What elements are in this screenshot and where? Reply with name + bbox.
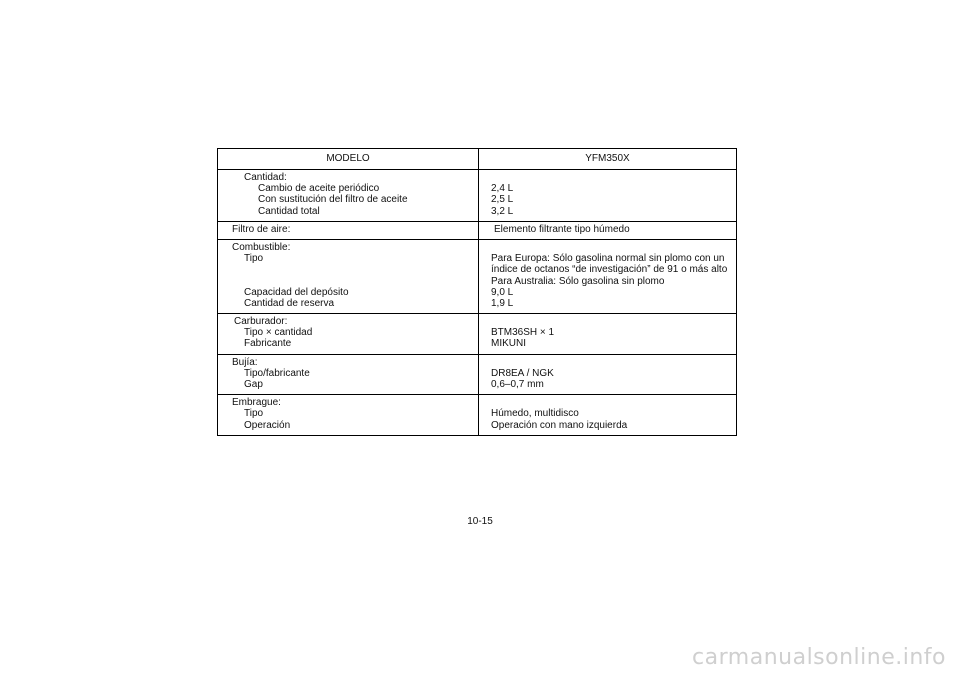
section-title: Combustible: [232,241,291,253]
spec-label: Cambio de aceite periódico [258,183,380,195]
section-bujia [218,355,736,396]
page-number: 10-15 [467,516,493,527]
spec-label: Capacidad del depósito [244,286,349,298]
section-filtro [218,222,736,240]
spec-label: Tipo × cantidad [244,327,313,339]
model-label: MODELO [218,149,479,169]
spec-value: 3,2 L [491,205,514,217]
table-header [218,149,736,170]
section-title: Cantidad: [244,172,287,183]
spec-label: Tipo/fabricante [244,367,310,379]
section-cantidad [218,170,736,222]
spec-value: 2,5 L [491,194,514,206]
section-title: Carburador: [234,316,288,328]
section-embrague [218,395,736,435]
section-carburador [218,314,736,355]
spec-label: Fabricante [244,338,292,350]
spec-value: 9,0 L [491,286,514,298]
spec-label: Tipo [244,408,264,420]
spec-table [217,148,737,436]
spec-value: Elemento filtrante tipo húmedo [494,223,630,235]
spec-label: Filtro de aire: [232,223,291,235]
spec-label: Cantidad de reserva [244,297,335,309]
section-title: Embrague: [232,397,281,409]
spec-label: Tipo [244,253,264,265]
spec-value: 1,9 L [491,297,514,309]
spec-label: Cantidad total [258,205,320,217]
watermark: carmanualsonline.info [692,645,946,670]
spec-label: Con sustitución del filtro de aceite [258,194,408,206]
spec-value: 2,4 L [491,183,514,195]
spec-value: Para Europa: Sólo gasolina normal sin plomo con un [491,253,725,265]
spec-label: Operación [244,419,291,431]
spec-value: 0,6–0,7 mm [491,379,544,390]
spec-value: Operación con mano izquierda [491,419,628,431]
spec-value: MIKUNI [491,338,526,350]
spec-value: índice de octanos “de investigación” de 91 o más alto [491,264,728,276]
spec-value: BTM36SH × 1 [491,327,555,339]
spec-value: DR8EA / NGK [491,367,554,379]
section-combustible [218,240,736,314]
spec-label: Gap [244,379,263,390]
spec-value: Para Australia: Sólo gasolina sin plomo [491,275,665,287]
section-title: Bujía: [232,356,258,368]
spec-value: Húmedo, multidisco [491,408,579,420]
model-value: YFM350X [585,153,630,165]
